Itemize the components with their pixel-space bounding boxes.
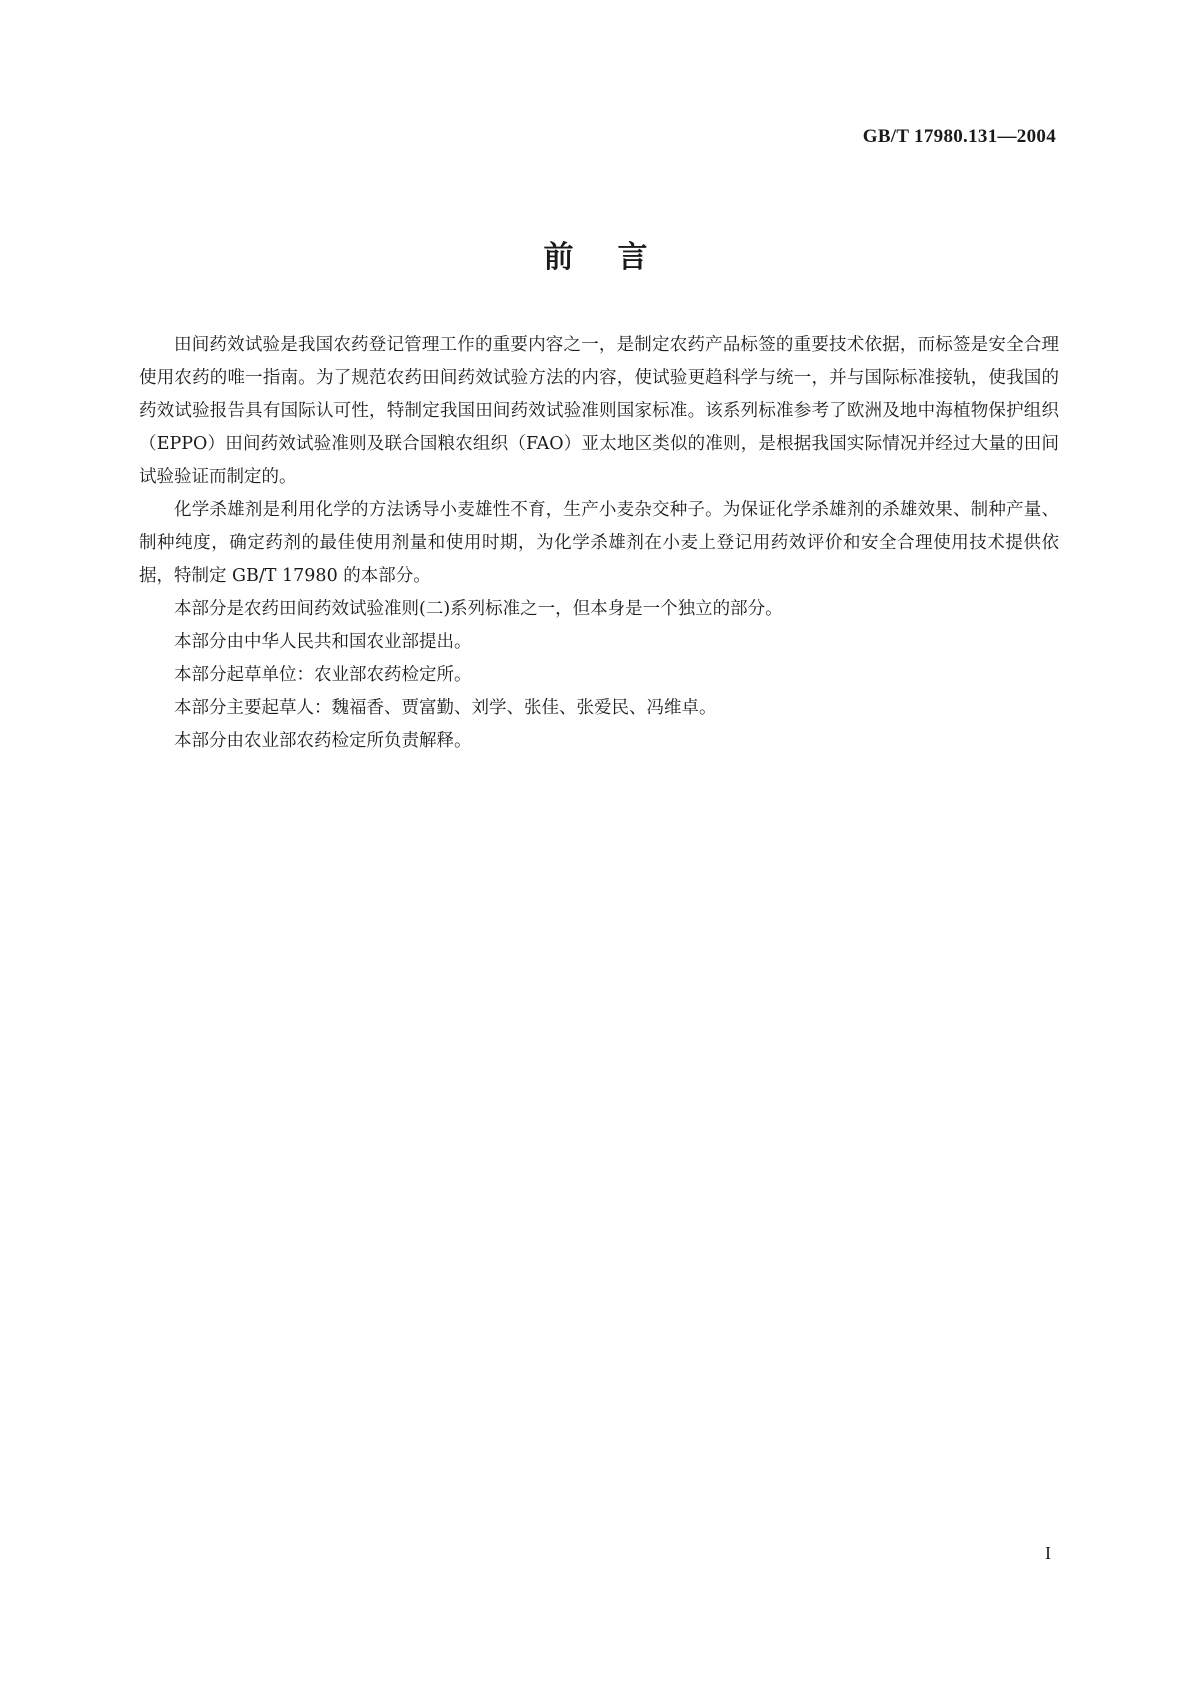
paragraph-proposer: 本部分由中华人民共和国农业部提出。 xyxy=(174,632,472,652)
page-title: 前言 xyxy=(543,240,692,275)
paragraph-interpretation: 本部分由农业部农药检定所负责解释。 xyxy=(174,731,472,751)
paragraph-intro: 田间药效试验是我国农药登记管理工作的重要内容之一，是制定农药产品标签的重要技术依据，而标签是安全合理使用农药的唯一指南。为了规范农药田间药效试验方法的内容，使试验更趋科学与统一，并与国际标准接轨，使我国的药效试验报告具有国际认可性，特制定我国田间药效试验准则国家标准。该系列标准参考了欧洲及地中海植物保护组织（EPPO）田间药效试验准则及联合国粮农组织（FAO）亚太地区类似的准则，是根据我国实际情况并经过大量的田间试验验证而制定的。 xyxy=(139,335,1059,487)
paragraph-purpose: 化学杀雄剂是利用化学的方法诱导小麦雄性不育，生产小麦杂交种子。为保证化学杀雄剂的杀雄效果、制种产量、制种纯度，确定药剂的最佳使用剂量和使用时期，为化学杀雄剂在小麦上登记用药效评价和安全合理使用技术提供依据，特制定 GB/T 17980 的本部分。 xyxy=(139,500,1059,586)
standard-number: GB/T 17980.131—2004 xyxy=(862,126,1056,147)
page-number: I xyxy=(1045,1543,1051,1563)
foreword-body xyxy=(139,329,1059,758)
paragraph-drafters: 本部分主要起草人：魏福香、贾富勤、刘学、张佳、张爱民、冯维卓。 xyxy=(174,698,717,718)
paragraph-drafting-unit: 本部分起草单位：农业部农药检定所。 xyxy=(174,665,472,685)
paragraph-series: 本部分是农药田间药效试验准则(二)系列标准之一，但本身是一个独立的部分。 xyxy=(174,599,783,619)
